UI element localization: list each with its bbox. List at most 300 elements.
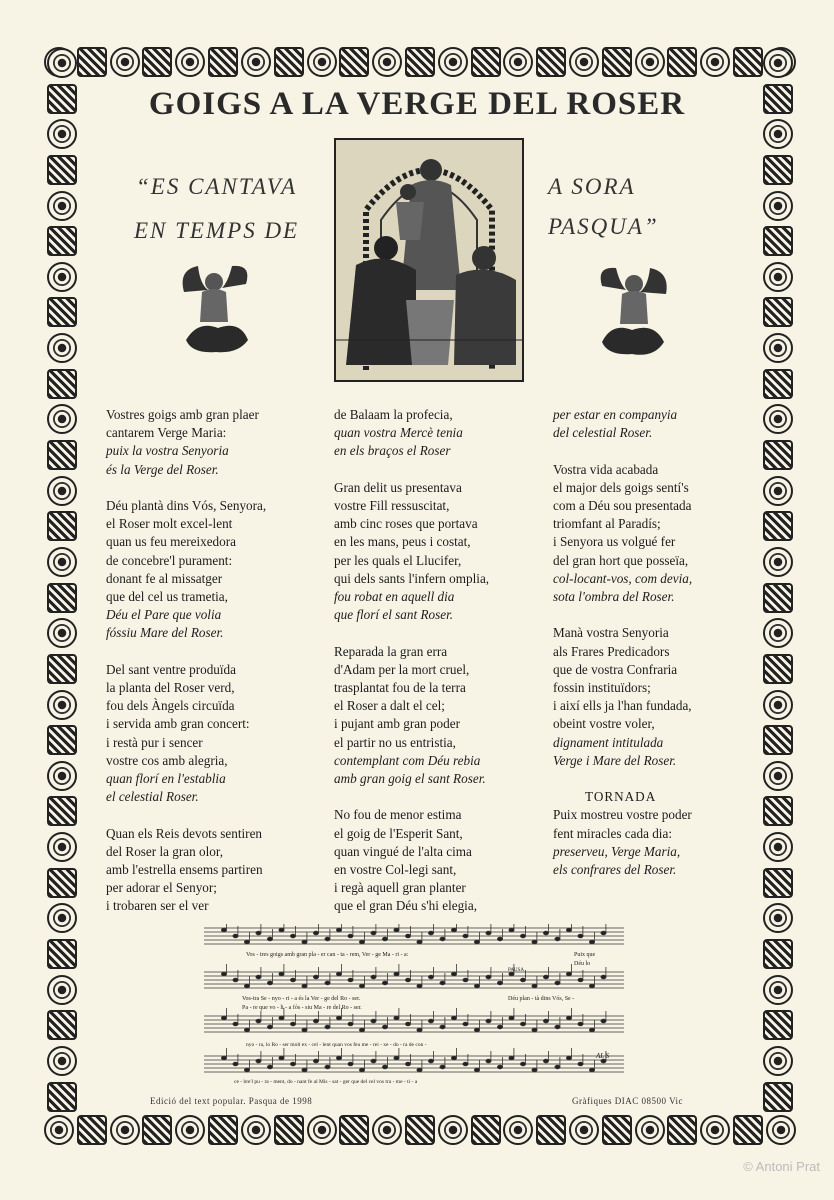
music-note	[601, 1019, 606, 1023]
border-ornament-icon	[339, 47, 369, 77]
border-ornament-icon	[44, 1115, 74, 1145]
verse-line: de concebre'l purament:	[106, 552, 233, 568]
verse-line: amb gran goig el sant Roser.	[334, 771, 486, 787]
music-note	[382, 937, 387, 941]
border-ornament-icon	[274, 1115, 304, 1145]
border-ornament-icon	[733, 47, 763, 77]
music-note	[417, 984, 422, 988]
music-note	[371, 1059, 376, 1063]
music-note	[405, 1062, 410, 1066]
music-note	[244, 984, 249, 988]
music-note	[290, 978, 295, 982]
music-note	[440, 937, 445, 941]
bottom-border	[44, 1112, 796, 1148]
border-ornament-icon	[47, 796, 77, 826]
music-note	[325, 1065, 330, 1069]
border-ornament-icon	[47, 511, 77, 541]
verse-line: Vostres goigs amb gran plaer	[106, 407, 259, 422]
footer-printer: Gràfiques DIAC 08500 Vic	[572, 1096, 684, 1106]
music-note	[221, 1056, 226, 1060]
border-ornament-icon	[47, 333, 77, 363]
music-note	[371, 975, 376, 979]
verse-line: i trobaren ser el ver	[106, 898, 209, 914]
verse-line	[334, 624, 489, 642]
verse-line: TORNADA	[585, 789, 657, 805]
music-note	[486, 1019, 491, 1023]
border-ornament-icon	[47, 191, 77, 221]
border-ornament-icon	[47, 547, 77, 577]
border-ornament-icon	[763, 903, 793, 933]
border-ornament-icon	[241, 47, 271, 77]
border-ornament-icon	[47, 618, 77, 648]
border-ornament-icon	[763, 262, 793, 292]
border-ornament-icon	[438, 47, 468, 77]
border-ornament-icon	[47, 939, 77, 969]
border-ornament-icon	[503, 1115, 533, 1145]
border-ornament-icon	[700, 47, 730, 77]
verse-line: que el gran Déu s'hi elegia,	[334, 898, 477, 914]
music-note	[336, 928, 341, 932]
verse-line: i Senyora us volgué fer	[553, 534, 676, 550]
top-border	[44, 44, 796, 80]
verse-line: trasplantat fou de la terra	[334, 680, 466, 696]
music-note	[256, 1019, 261, 1023]
border-ornament-icon	[372, 1115, 402, 1145]
music-note	[336, 972, 341, 976]
verse-line: Puix mostreu vostre poder	[553, 807, 692, 823]
music-note	[566, 972, 571, 976]
border-ornament-icon	[763, 191, 793, 221]
verse-line: per les quals el Llucifer,	[334, 552, 462, 568]
verse-line: sota l'ombra del Roser.	[553, 589, 675, 605]
verse-line: Del sant ventre produïda	[106, 661, 237, 677]
verse-line: fou robat en aquell dia	[334, 589, 455, 605]
border-ornament-icon	[47, 119, 77, 149]
music-note	[555, 937, 560, 941]
verse-line: del Roser la gran olor,	[106, 843, 224, 859]
right-border	[760, 48, 796, 1112]
angel-left-icon	[178, 262, 252, 358]
verse-line: en vostre Col-legi sant,	[334, 862, 457, 878]
music-note	[578, 978, 583, 982]
music-note	[578, 1022, 583, 1026]
staff2-end: Déu plan - tà dins Vós, Se -	[508, 996, 575, 1002]
border-ornament-icon	[47, 404, 77, 434]
border-ornament-icon	[47, 1046, 77, 1076]
border-ornament-icon	[763, 868, 793, 898]
border-ornament-icon	[438, 1115, 468, 1145]
border-ornament-icon	[405, 1115, 435, 1145]
border-ornament-icon	[47, 583, 77, 613]
border-ornament-icon	[142, 1115, 172, 1145]
verse-line: el celestial Roser.	[106, 789, 199, 805]
staff2-lyrics-b: Pa - re que vo - li - a fós - siu Ma - re del Ro - ser.	[242, 1005, 362, 1011]
music-note	[601, 931, 606, 935]
music-note	[601, 975, 606, 979]
music-note	[290, 1062, 295, 1066]
subtitle-line1-right: A SORA	[548, 174, 636, 199]
border-ornament-icon	[110, 1115, 140, 1145]
verse-line: del celestial Roser.	[553, 425, 653, 441]
music-note	[474, 984, 479, 988]
border-ornament-icon	[47, 440, 77, 470]
border-ornament-icon	[763, 119, 793, 149]
music-note	[417, 1028, 422, 1032]
verse-line: cantarem Verge Maria:	[106, 425, 227, 441]
music-note	[279, 972, 284, 976]
music-note	[543, 1059, 548, 1063]
verse-line: i així ells ja l'han fundada,	[553, 698, 692, 714]
music-note	[463, 934, 468, 938]
music-note	[313, 1059, 318, 1063]
music-note	[451, 928, 456, 932]
verse-line: que florí el sant Roser.	[334, 607, 454, 623]
verse-line: qui dels sants l'infern omplia,	[334, 570, 490, 586]
verse-line: No fou de menor estima	[334, 807, 462, 823]
music-note	[359, 940, 364, 944]
verse-column-3	[553, 406, 692, 879]
verse-line: i restà pur i sencer	[106, 734, 203, 750]
music-note	[256, 975, 261, 979]
sheet-music	[204, 924, 626, 1090]
border-ornament-icon	[763, 333, 793, 363]
verse-line: i servida amb gran concert:	[106, 716, 250, 732]
verse-line: Gran delit us presentava	[334, 479, 462, 495]
music-note	[290, 934, 295, 938]
verse-line: contemplant com Déu rebia	[334, 752, 481, 768]
virgin-rosary-woodcut	[334, 138, 524, 382]
verse-line: fossin instituïdors;	[553, 680, 651, 696]
verse-line: el goig de l'Esperit Sant,	[334, 825, 463, 841]
border-ornament-icon	[667, 1115, 697, 1145]
music-note	[451, 972, 456, 976]
border-ornament-icon	[763, 832, 793, 862]
music-note	[555, 1025, 560, 1029]
music-note	[474, 1068, 479, 1072]
border-ornament-icon	[763, 1082, 793, 1112]
border-ornament-icon	[763, 297, 793, 327]
footer-edition: Edició del text popular. Pasqua de 1998	[150, 1096, 313, 1106]
border-ornament-icon	[763, 226, 793, 256]
border-ornament-icon	[208, 1115, 238, 1145]
music-note	[589, 1068, 594, 1072]
music-note	[221, 972, 226, 976]
verse-line	[106, 479, 266, 497]
music-note	[371, 931, 376, 935]
music-note	[532, 984, 537, 988]
verse-line: quan vostra Mercè tenia	[334, 425, 463, 441]
music-note	[532, 1068, 537, 1072]
border-ornament-icon	[47, 226, 77, 256]
music-note	[290, 1022, 295, 1026]
music-note	[267, 937, 272, 941]
music-note	[267, 1025, 272, 1029]
page-title: GOIGS A LA VERGE DEL ROSER	[148, 86, 686, 122]
music-note	[382, 1065, 387, 1069]
border-ornament-icon	[569, 1115, 599, 1145]
border-ornament-icon	[47, 975, 77, 1005]
music-note	[497, 1025, 502, 1029]
music-note	[348, 934, 353, 938]
music-note	[417, 940, 422, 944]
music-note	[578, 934, 583, 938]
music-note	[302, 984, 307, 988]
music-note	[279, 928, 284, 932]
border-ornament-icon	[763, 583, 793, 613]
border-ornament-icon	[47, 832, 77, 862]
verse-line	[106, 806, 266, 824]
verse-line: Manà vostra Senyoria	[553, 625, 669, 641]
music-note	[405, 978, 410, 982]
border-ornament-icon	[602, 1115, 632, 1145]
verse-line: fou dels Àngels circuïda	[106, 698, 235, 714]
border-ornament-icon	[569, 47, 599, 77]
verse-line: Reparada la gran erra	[334, 643, 448, 659]
music-note	[348, 1062, 353, 1066]
border-ornament-icon	[763, 939, 793, 969]
verse-line: puix la vostra Senyoria	[106, 443, 229, 459]
border-ornament-icon	[47, 369, 77, 399]
music-note	[359, 984, 364, 988]
music-note	[428, 975, 433, 979]
music-note	[451, 1016, 456, 1020]
verse-line: quan vingué de l'alta cima	[334, 843, 472, 859]
music-note	[463, 1062, 468, 1066]
verse-line: el Roser a dalt el cel;	[334, 698, 445, 714]
music-note	[566, 928, 571, 932]
music-note	[394, 928, 399, 932]
music-note	[497, 937, 502, 941]
border-ornament-icon	[763, 369, 793, 399]
copyright-watermark: © Antoni Prat	[743, 1159, 820, 1174]
music-note	[359, 1068, 364, 1072]
music-note	[325, 1025, 330, 1029]
music-note	[302, 1028, 307, 1032]
border-ornament-icon	[536, 47, 566, 77]
music-note	[474, 940, 479, 944]
verse-line: dignament intitulada	[553, 734, 664, 750]
border-ornament-icon	[47, 903, 77, 933]
music-note	[486, 1059, 491, 1063]
verse-column-1	[106, 406, 266, 916]
border-ornament-icon	[733, 1115, 763, 1145]
border-ornament-icon	[763, 654, 793, 684]
border-ornament-icon	[763, 547, 793, 577]
border-ornament-icon	[763, 1046, 793, 1076]
music-note	[520, 1022, 525, 1026]
music-note	[497, 981, 502, 985]
verse-line: de Balaam la profecia,	[334, 407, 453, 422]
border-ornament-icon	[763, 440, 793, 470]
border-ornament-icon	[536, 1115, 566, 1145]
border-ornament-icon	[602, 47, 632, 77]
music-note	[451, 1056, 456, 1060]
border-ornament-icon	[175, 47, 205, 77]
verse-line: el Roser molt excel-lent	[106, 516, 233, 532]
border-ornament-icon	[763, 511, 793, 541]
music-note	[463, 1022, 468, 1026]
music-note	[555, 981, 560, 985]
music-note	[405, 934, 410, 938]
staff1-end2: Déu lo	[574, 961, 591, 967]
border-ornament-icon	[763, 476, 793, 506]
subtitle-line2-left: EN TEMPS DE	[134, 218, 300, 243]
border-ornament-icon	[763, 761, 793, 791]
music-note	[336, 1016, 341, 1020]
music-note	[382, 1025, 387, 1029]
music-note	[221, 1016, 226, 1020]
border-ornament-icon	[47, 1082, 77, 1112]
music-note	[348, 1022, 353, 1026]
verse-line: amb cinc roses que portava	[334, 516, 478, 532]
music-note	[543, 1019, 548, 1023]
verse-line: el major dels goigs sentí's	[553, 479, 689, 495]
verse-line	[553, 770, 692, 788]
music-note	[233, 1062, 238, 1066]
border-ornament-icon	[763, 404, 793, 434]
music-note	[520, 1062, 525, 1066]
music-note	[543, 931, 548, 935]
music-note	[520, 934, 525, 938]
border-ornament-icon	[635, 47, 665, 77]
border-ornament-icon	[763, 618, 793, 648]
staff4-lyrics: ce - bre'l pu - ra - ment, do - nant fe al Mis - sat - ger que del cel vos tra - me - ti - a	[234, 1079, 418, 1085]
music-note	[313, 1019, 318, 1023]
verse-line	[553, 606, 692, 624]
verse-line: els confrares del Roser.	[553, 862, 677, 878]
border-ornament-icon	[763, 796, 793, 826]
music-note	[394, 1056, 399, 1060]
border-ornament-icon	[339, 1115, 369, 1145]
verse-line: la planta del Roser verd,	[106, 680, 235, 696]
verse-line: obeint vostre voler,	[553, 716, 655, 732]
verse-line: quan us feu mereixedora	[106, 534, 236, 550]
verse-column-2	[334, 406, 489, 916]
staff1-lyrics: Vos - tres goigs amb gran pla - er can - ta - rem, Ver - ge Ma - ri - a:	[246, 952, 409, 958]
verse-line: Vostra vida acabada	[553, 461, 659, 477]
music-note	[589, 1028, 594, 1032]
music-note	[440, 1065, 445, 1069]
verse-line: donant fe al missatger	[106, 570, 223, 586]
music-note	[509, 1056, 514, 1060]
verse-line: Déu plantà dins Vós, Senyora,	[106, 498, 267, 513]
music-note	[325, 981, 330, 985]
music-note	[520, 978, 525, 982]
music-note	[417, 1068, 422, 1072]
music-note	[371, 1019, 376, 1023]
verse-line: per estar en companyia	[553, 407, 678, 422]
music-note	[244, 1068, 249, 1072]
verse-line: als Frares Predicadors	[553, 643, 670, 659]
music-note	[428, 1059, 433, 1063]
staff2-lyrics: Vos-tra Se - nyo - ri - a és la Ver - ge del Ro - ser.	[242, 996, 361, 1002]
music-note	[382, 981, 387, 985]
music-note	[256, 1059, 261, 1063]
subtitle-line1-left: “ES CANTAVA	[136, 174, 298, 199]
border-ornament-icon	[110, 47, 140, 77]
music-note	[532, 940, 537, 944]
verse-line: que del cel us trametia,	[106, 589, 228, 605]
music-note	[394, 972, 399, 976]
border-ornament-icon	[307, 1115, 337, 1145]
border-ornament-icon	[47, 690, 77, 720]
border-ornament-icon	[763, 725, 793, 755]
music-note	[244, 1028, 249, 1032]
verse-line: i pujant amb gran poder	[334, 716, 460, 732]
border-ornament-icon	[763, 48, 793, 78]
music-note	[279, 1056, 284, 1060]
border-ornament-icon	[47, 155, 77, 185]
staff1-end: Puix que	[574, 952, 596, 958]
verse-line: per adorar el Senyor;	[106, 880, 217, 896]
verse-line: és la Verge del Roser.	[106, 461, 219, 477]
border-ornament-icon	[47, 725, 77, 755]
verse-line	[553, 442, 692, 460]
verse-line: quan florí en l'establia	[106, 771, 226, 787]
border-ornament-icon	[274, 47, 304, 77]
music-note	[543, 975, 548, 979]
music-note	[302, 1068, 307, 1072]
verse-line: vostre Fill ressuscitat,	[334, 498, 450, 513]
music-note	[589, 984, 594, 988]
border-ornament-icon	[77, 47, 107, 77]
music-note	[566, 1056, 571, 1060]
angel-right-icon	[596, 264, 670, 360]
border-ornament-icon	[372, 47, 402, 77]
verse-line: vostre cos amb alegria,	[106, 752, 228, 768]
verse-line: amb l'estrella ensems partiren	[106, 862, 263, 878]
border-ornament-icon	[763, 690, 793, 720]
verse-line: que de vostra Confraria	[553, 661, 678, 677]
border-ornament-icon	[77, 1115, 107, 1145]
music-note	[509, 928, 514, 932]
pausa-label: PAUSA	[508, 968, 524, 973]
music-note	[325, 937, 330, 941]
subtitle-line2-right: PASQUA”	[548, 214, 659, 239]
verse-line: col-locant-vos, com devia,	[553, 570, 693, 586]
border-ornament-icon	[208, 47, 238, 77]
border-ornament-icon	[635, 1115, 665, 1145]
border-ornament-icon	[47, 654, 77, 684]
music-note	[474, 1028, 479, 1032]
music-note	[348, 978, 353, 982]
music-note	[578, 1062, 583, 1066]
verse-line: en els braços el Roser	[334, 443, 451, 459]
border-ornament-icon	[47, 476, 77, 506]
verse-line: Quan els Reis devots sentiren	[106, 825, 263, 841]
verse-line: fent miracles cada dia:	[553, 825, 672, 841]
music-note	[233, 934, 238, 938]
border-ornament-icon	[700, 1115, 730, 1145]
music-note	[405, 1022, 410, 1026]
verse-line: del gran hort que posseïa,	[553, 552, 689, 568]
music-note	[336, 1056, 341, 1060]
border-ornament-icon	[175, 1115, 205, 1145]
verse-line	[106, 643, 266, 661]
music-note	[359, 1028, 364, 1032]
staff3-lyrics: nyo - ra, lo Ro - ser molt ex - cel - lent quan vos feu me - rei - xe - do - ra de con -	[246, 1042, 427, 1048]
music-note	[302, 940, 307, 944]
music-note	[555, 1065, 560, 1069]
music-note	[497, 1065, 502, 1069]
border-ornament-icon	[241, 1115, 271, 1145]
border-ornament-icon	[667, 47, 697, 77]
verse-line: el partir no us entristia,	[334, 734, 456, 750]
music-note	[256, 931, 261, 935]
verse-line: Déu el Pare que volia	[106, 607, 222, 623]
border-ornament-icon	[47, 48, 77, 78]
border-ornament-icon	[503, 47, 533, 77]
